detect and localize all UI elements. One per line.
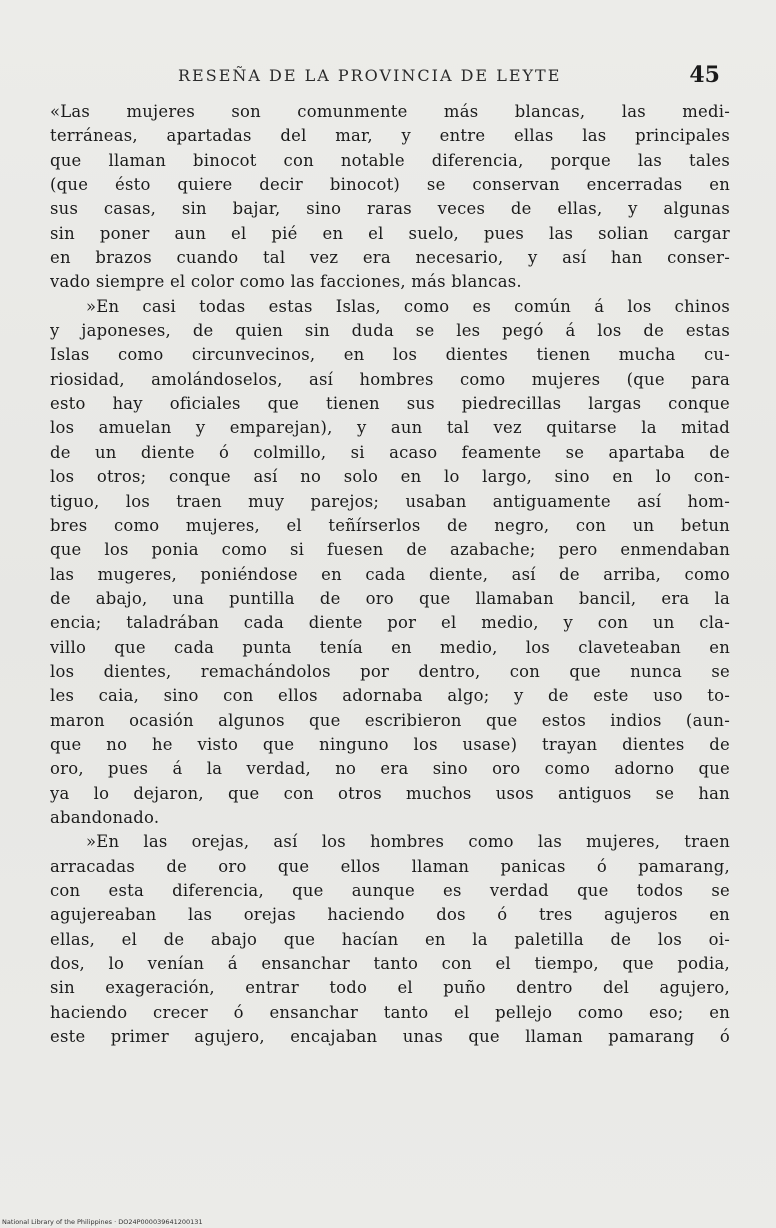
text-line: terráneas, apartadas del mar, y entre ellas las principales bbox=[50, 126, 730, 146]
running-title: RESEÑA DE LA PROVINCIA DE LEYTE bbox=[178, 66, 562, 85]
text-line: tiguo, los traen muy parejos; usaban antiguamente así hom- bbox=[50, 491, 730, 511]
text-line: bres como mujeres, el teñírserlos de negro, con un betun bbox=[50, 515, 730, 535]
text-line: sin poner aun el pié en el suelo, pues las solian cargar bbox=[50, 223, 730, 243]
page-header bbox=[48, 62, 728, 92]
body-text bbox=[50, 100, 730, 1049]
text-line: los dientes, remachándolos por dentro, con que nunca se bbox=[50, 661, 730, 681]
text-line: dos, lo venían á ensanchar tanto con el tiempo, que podia, bbox=[50, 954, 730, 974]
text-line: con esta diferencia, que aunque es verdad que todos se bbox=[50, 881, 730, 900]
text-line: las mugeres, poniéndose en cada diente, así de arriba, como bbox=[50, 564, 730, 584]
text-line: »En casi todas estas Islas, como es común á los chinos bbox=[86, 296, 730, 316]
text-line: vado siempre el color como las facciones, más blancas. bbox=[50, 272, 522, 292]
text-line: que llaman binocot con notable diferencia, porque las tales bbox=[50, 150, 730, 170]
text-line: ellas, el de abajo que hacían en la paletilla de los oi- bbox=[50, 929, 730, 949]
text-line: sin exageración, entrar todo el puño dentro del agujero, bbox=[50, 978, 730, 998]
text-line: de un diente ó colmillo, si acaso feamente se apartaba de bbox=[50, 442, 730, 462]
text-line: (que ésto quiere decir binocot) se conservan encerradas en bbox=[50, 175, 730, 195]
text-line: esto hay oficiales que tienen sus piedrecillas largas conque bbox=[50, 394, 730, 414]
text-line: de abajo, una puntilla de oro que llamaban bancil, era la bbox=[50, 588, 730, 608]
text-line: oro, pues á la verdad, no era sino oro como adorno que bbox=[50, 759, 730, 779]
text-line: arracadas de oro que ellos llaman panicas ó pamarang, bbox=[50, 856, 730, 876]
text-line: villo que cada punta tenía en medio, los claveteaban en bbox=[50, 637, 730, 657]
text-line: les caia, sino con ellos adornaba algo; y de este uso to- bbox=[50, 686, 730, 706]
text-line: abandonado. bbox=[50, 807, 160, 827]
text-line: en brazos cuando tal vez era necesario, y así han conser- bbox=[50, 248, 730, 268]
text-line: »En las orejas, así los hombres como las mujeres, traen bbox=[86, 832, 730, 852]
text-line: Islas como circunvecinos, en los dientes tienen mucha cu- bbox=[50, 345, 730, 365]
text-line: los amuelan y emparejan), y aun tal vez quitarse la mitad bbox=[50, 418, 730, 438]
text-line: que no he visto que ninguno los usase) trayan dientes de bbox=[50, 734, 730, 754]
text-line: y japoneses, de quien sin duda se les pegó á los de estas bbox=[50, 321, 730, 341]
text-line: este primer agujero, encajaban unas que llaman pamarang ó bbox=[50, 1027, 730, 1047]
text-line: encia; taladrában cada diente por el medio, y con un cla- bbox=[50, 613, 730, 633]
text-line: que los ponia como si fuesen de azabache; pero enmendaban bbox=[50, 540, 730, 560]
text-line: «Las mujeres son comunmente más blancas, las medi- bbox=[50, 102, 730, 121]
text-line: los otros; conque así no solo en lo largo, sino en lo con- bbox=[50, 467, 730, 487]
text-line: sus casas, sin bajar, sino raras veces de ellas, y algunas bbox=[50, 199, 730, 219]
text-line: maron ocasión algunos que escribieron que estos indios (aun- bbox=[50, 710, 730, 730]
text-line: ya lo dejaron, que con otros muchos usos antiguos se han bbox=[50, 783, 730, 803]
digitization-credit: National Library of the Philippines · DO24P000039641200131 bbox=[2, 1218, 203, 1226]
text-line: agujereaban las orejas haciendo dos ó tres agujeros en bbox=[50, 905, 730, 925]
text-line: haciendo crecer ó ensanchar tanto el pellejo como eso; en bbox=[50, 1002, 730, 1022]
page-number: 45 bbox=[689, 62, 720, 88]
text-line: riosidad, amolándoselos, así hombres como mujeres (que para bbox=[50, 369, 730, 389]
